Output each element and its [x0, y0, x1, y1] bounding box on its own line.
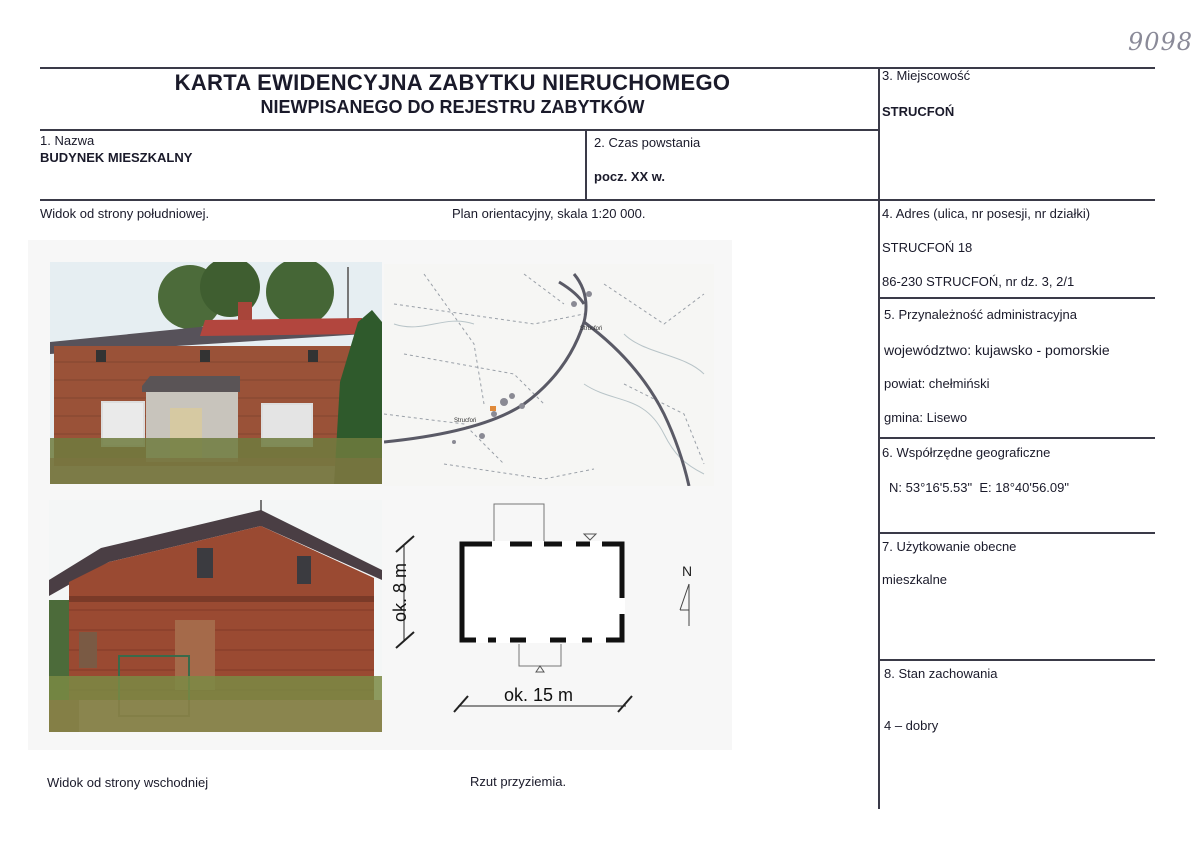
field7-bottom-line — [878, 659, 1155, 661]
field6-bottom-line — [878, 532, 1155, 534]
orientation-map — [384, 264, 714, 486]
field4-address-line2: 86-230 STRUCFOŃ, nr dz. 3, 2/1 — [882, 274, 1075, 289]
fields-bottom-line — [40, 199, 1155, 201]
field8-label: 8. Stan zachowania — [884, 666, 998, 681]
caption-view-south: Widok od strony południowej. — [40, 206, 210, 221]
caption-view-east: Widok od strony wschodniej — [47, 775, 209, 790]
field7-value: mieszkalne — [882, 572, 948, 587]
photo-south-view — [50, 262, 382, 484]
field1-label: 1. Nazwa — [40, 133, 95, 148]
card-title: KARTA EWIDENCYJNA ZABYTKU NIERUCHOMEGO — [174, 70, 731, 95]
card-subtitle: NIEWPISANEGO DO REJESTRU ZABYTKÓW — [260, 97, 645, 117]
north-arrow-icon — [680, 584, 689, 626]
floor-plan-drawing — [384, 498, 714, 738]
field2-label: 2. Czas powstania — [594, 135, 701, 150]
photo-east-view — [49, 500, 382, 732]
map-town-label-1: Strucfoń — [580, 326, 603, 332]
field5-wojewodztwo: województwo: kujawsko - pomorskie — [884, 342, 1110, 358]
field6-label: 6. Współrzędne geograficzne — [882, 445, 1051, 460]
top-border — [40, 67, 1155, 69]
field1-field2-divider — [585, 129, 587, 200]
map-town-label-2: Strucfoń — [454, 418, 477, 424]
field4-address-line1: STRUCFOŃ 18 — [882, 240, 973, 255]
field6-coordinates: N: 53°16'5.53" E: 18°40'56.09" — [889, 480, 1069, 495]
field2-value: pocz. XX w. — [594, 169, 666, 184]
handwritten-number: 9098 — [1128, 28, 1194, 56]
header-bottom-line — [40, 129, 878, 131]
north-arrow-label: N — [682, 563, 693, 579]
field5-gmina: gmina: Lisewo — [884, 410, 968, 425]
field4-bottom-line — [878, 297, 1155, 299]
field5-bottom-line — [878, 437, 1155, 439]
field3-value: STRUCFOŃ — [882, 104, 955, 119]
field5-label: 5. Przynależność administracyjna — [884, 307, 1077, 322]
field1-value: BUDYNEK MIESZKALNY — [40, 150, 193, 165]
caption-plan: Plan orientacyjny, skala 1:20 000. — [452, 206, 646, 221]
floor-plan-height-dimension: ok. 8 m — [390, 562, 410, 622]
field8-value: 4 – dobry — [884, 718, 939, 733]
field7-label: 7. Użytkowanie obecne — [882, 539, 1017, 554]
field4-label: 4. Adres (ulica, nr posesji, nr działki) — [882, 206, 1091, 221]
field3-label: 3. Miejscowość — [882, 68, 971, 83]
floor-plan-width-dimension: ok. 15 m — [504, 685, 574, 705]
caption-floor-plan: Rzut przyziemia. — [470, 774, 567, 789]
field5-powiat: powiat: chełmiński — [884, 376, 990, 391]
